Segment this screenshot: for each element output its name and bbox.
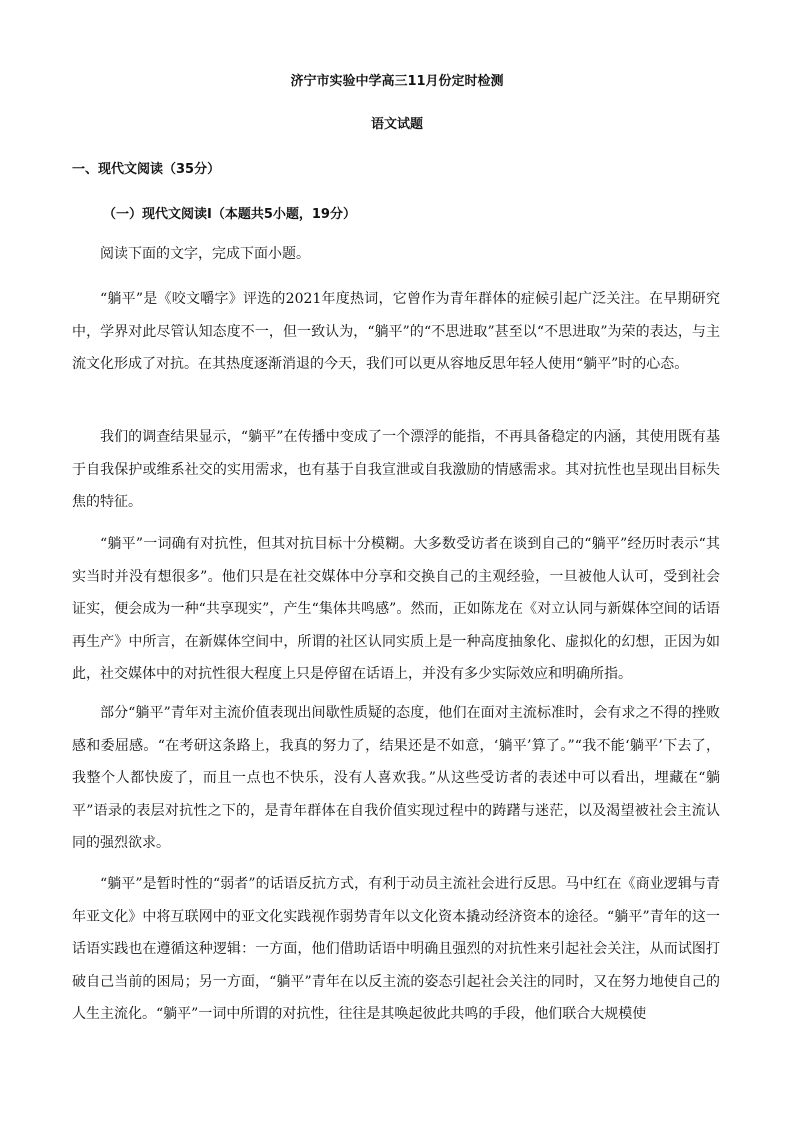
exam-subtitle: 语文试题 xyxy=(370,117,423,132)
instruction-paragraph: 阅读下面的文字，完成下面小题。 xyxy=(100,246,310,262)
section-subheading: （一）现代文阅读Ⅰ（本题共5小题，19分） xyxy=(103,207,356,222)
body-paragraph-4: 部分“躺平”青年对主流价值表现出间歇性质疑的态度，他们在面对主流标准时，会有求之不得的挫败感和委屈感。“在考研这条路上，我真的努力了，结果还是不如意，‘躺平’算了。”“我不能‘躺平’下去了，我整个人都快废了，而且一点也不快乐，没有人喜欢我。”从这些受访者的表述中可以看出，埋藏在“躺平”语录的表层对抗性之下的，是青年群体在自我价值实现过程中的踌躇与迷茫，以及渴望被社会主流认同的强烈欲求。 xyxy=(72,705,720,851)
body-paragraph-5: “躺平”是暂时性的“弱者”的话语反抗方式，有利于动员主流社会进行反思。马中红在《商业逻辑与青年亚文化》中将互联网中的亚文化实践视作弱势青年以文化资本撬动经济资本的途径。“躺平”青年的这一话语实践也在遵循这种逻辑：一方面，他们借助话语中明确且强烈的对抗性来引起社会关注，从而试图打破自己当前的困局；另一方面，“躺平”青年在以反主流的姿态引起社会关注的同时，又在努力地使自己的人生主流化。“躺平”一词中所谓的对抗性，往往是其唤起彼此共鸣的手段，他们联合大规模使 xyxy=(72,876,720,1022)
body-paragraph-1: “躺平”是《咬文嚼字》评选的2021年度热词，它曾作为青年群体的症候引起广泛关注。在早期研究中，学界对此尽管认知态度不一，但一致认为，“躺平”的“不思进取”甚至以“不思进取”为荣的表达，与主流文化形成了对抗。在其热度逐渐消退的今天，我们可以更从容地反思年轻人使用“躺平”时的心态。 xyxy=(72,291,720,372)
exam-title: 济宁市实验中学高三11月份定时检测 xyxy=(290,74,504,89)
body-paragraph-2: 我们的调查结果显示，“躺平”在传播中变成了一个漂浮的能指，不再具备稳定的内涵，其使用既有基于自我保护或维系社交的实用需求，也有基于自我宣泄或自我激励的情感需求。其对抗性也呈现出目标失焦的特征。 xyxy=(72,429,720,510)
section-heading: 一、现代文阅读（35分） xyxy=(72,162,221,177)
body-paragraph-3: “躺平”一词确有对抗性，但其对抗目标十分模糊。大多数受访者在谈到自己的“躺平”经历时表示“其实当时并没有想很多”。他们只是在社交媒体中分享和交换自己的主观经验，一旦被他人认可，受到社会证实，便会成为一种“共享现实”，产生“集体共鸣感”。然而，正如陈龙在《对立认同与新媒体空间的话语再生产》中所言，在新媒体空间中，所谓的社区认同实质上是一种高度抽象化、虚拟化的幻想，正因为如此，社交媒体中的对抗性很大程度上只是停留在话语上，并没有多少实际效应和明确所指。 xyxy=(72,536,720,682)
